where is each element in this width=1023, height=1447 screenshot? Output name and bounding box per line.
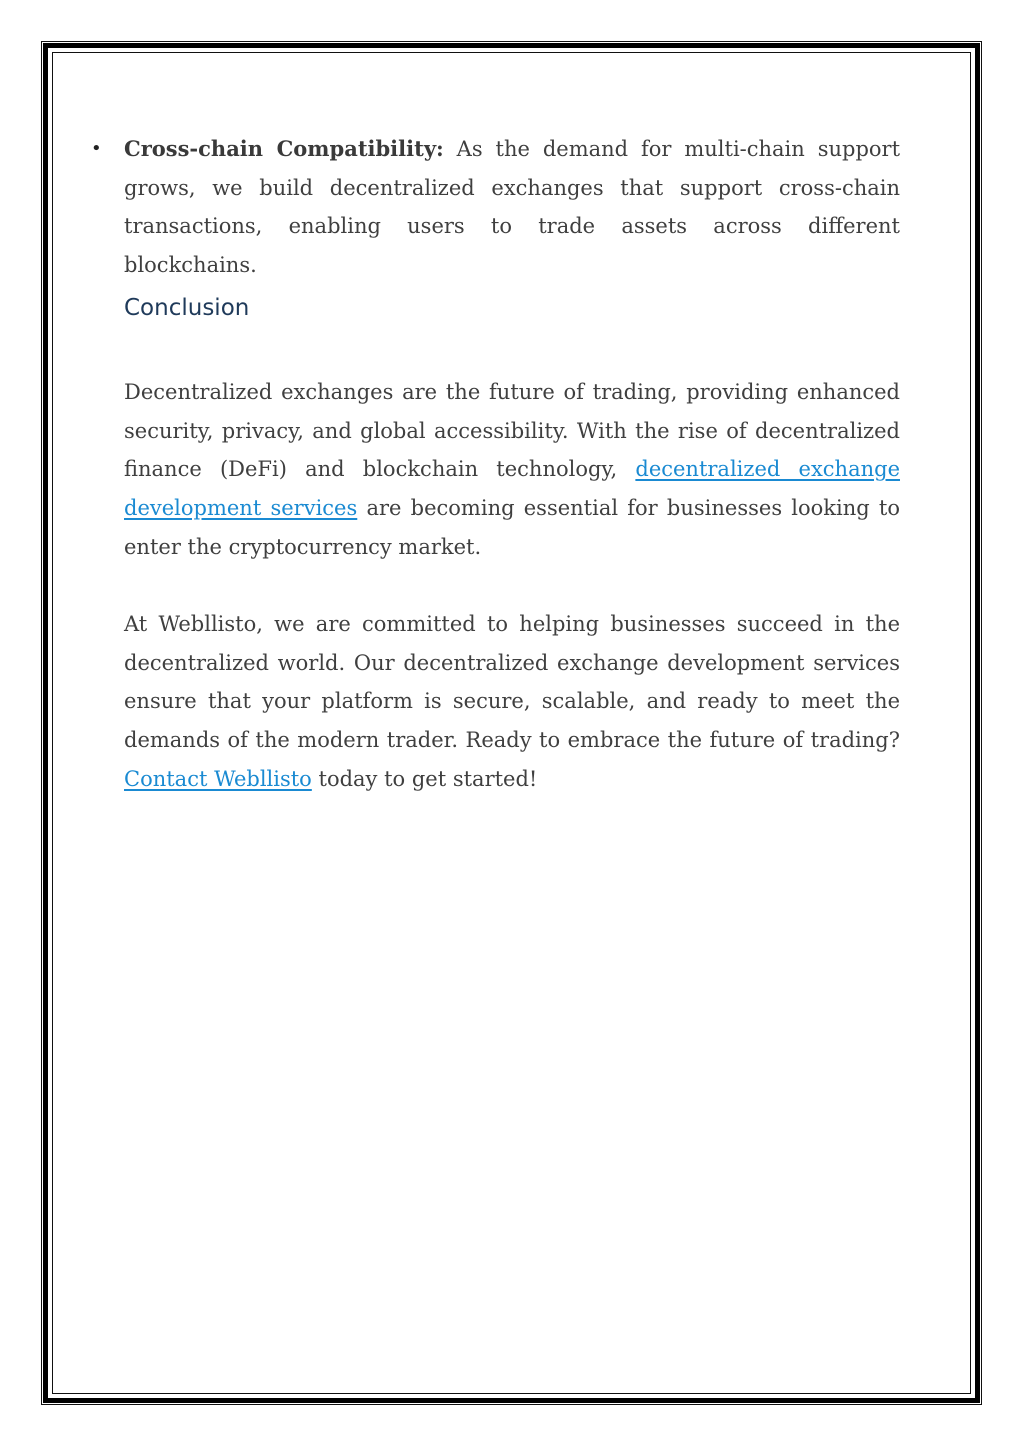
document-content	[91, 130, 901, 791]
bullet-item-cross-chain	[91, 130, 901, 285]
paragraph-1-text: Decentralized exchanges are the future of trading, providing enhanced security, privacy, and global accessibility. With the rise of decentralized finance (DeFi) and blockchain technology,	[124, 380, 900, 482]
dex-development-services-link[interactable]: decentralized exchange development services	[124, 457, 900, 521]
bullet-dot-icon: •	[91, 138, 102, 159]
section-heading-conclusion: Conclusion	[124, 295, 250, 321]
paragraph-2-text-end: today to get started!	[311, 766, 538, 791]
conclusion-paragraph-2	[124, 605, 900, 799]
contact-webllisto-link[interactable]: Contact Webllisto	[124, 766, 312, 791]
conclusion-paragraph-1	[124, 373, 900, 567]
paragraph-1-text-end: are becoming essential for businesses looking to enter the cryptocurrency market.	[124, 496, 901, 559]
paragraph-2-text: At Webllisto, we are committed to helping businesses succeed in the decentralized world. Our decentralized exchange development services ensure that your platform is secure, scalable, and ready to meet the demands of the modern trader. Ready to embrace the future of trading?	[124, 612, 900, 753]
bullet-title: Cross-chain Compatibility:	[124, 136, 444, 161]
bullet-text: As the demand for multi-chain support grows, we build decentralized exchanges that support cross-chain transactions, enabling users to trade assets across different blockchains.	[124, 137, 901, 278]
